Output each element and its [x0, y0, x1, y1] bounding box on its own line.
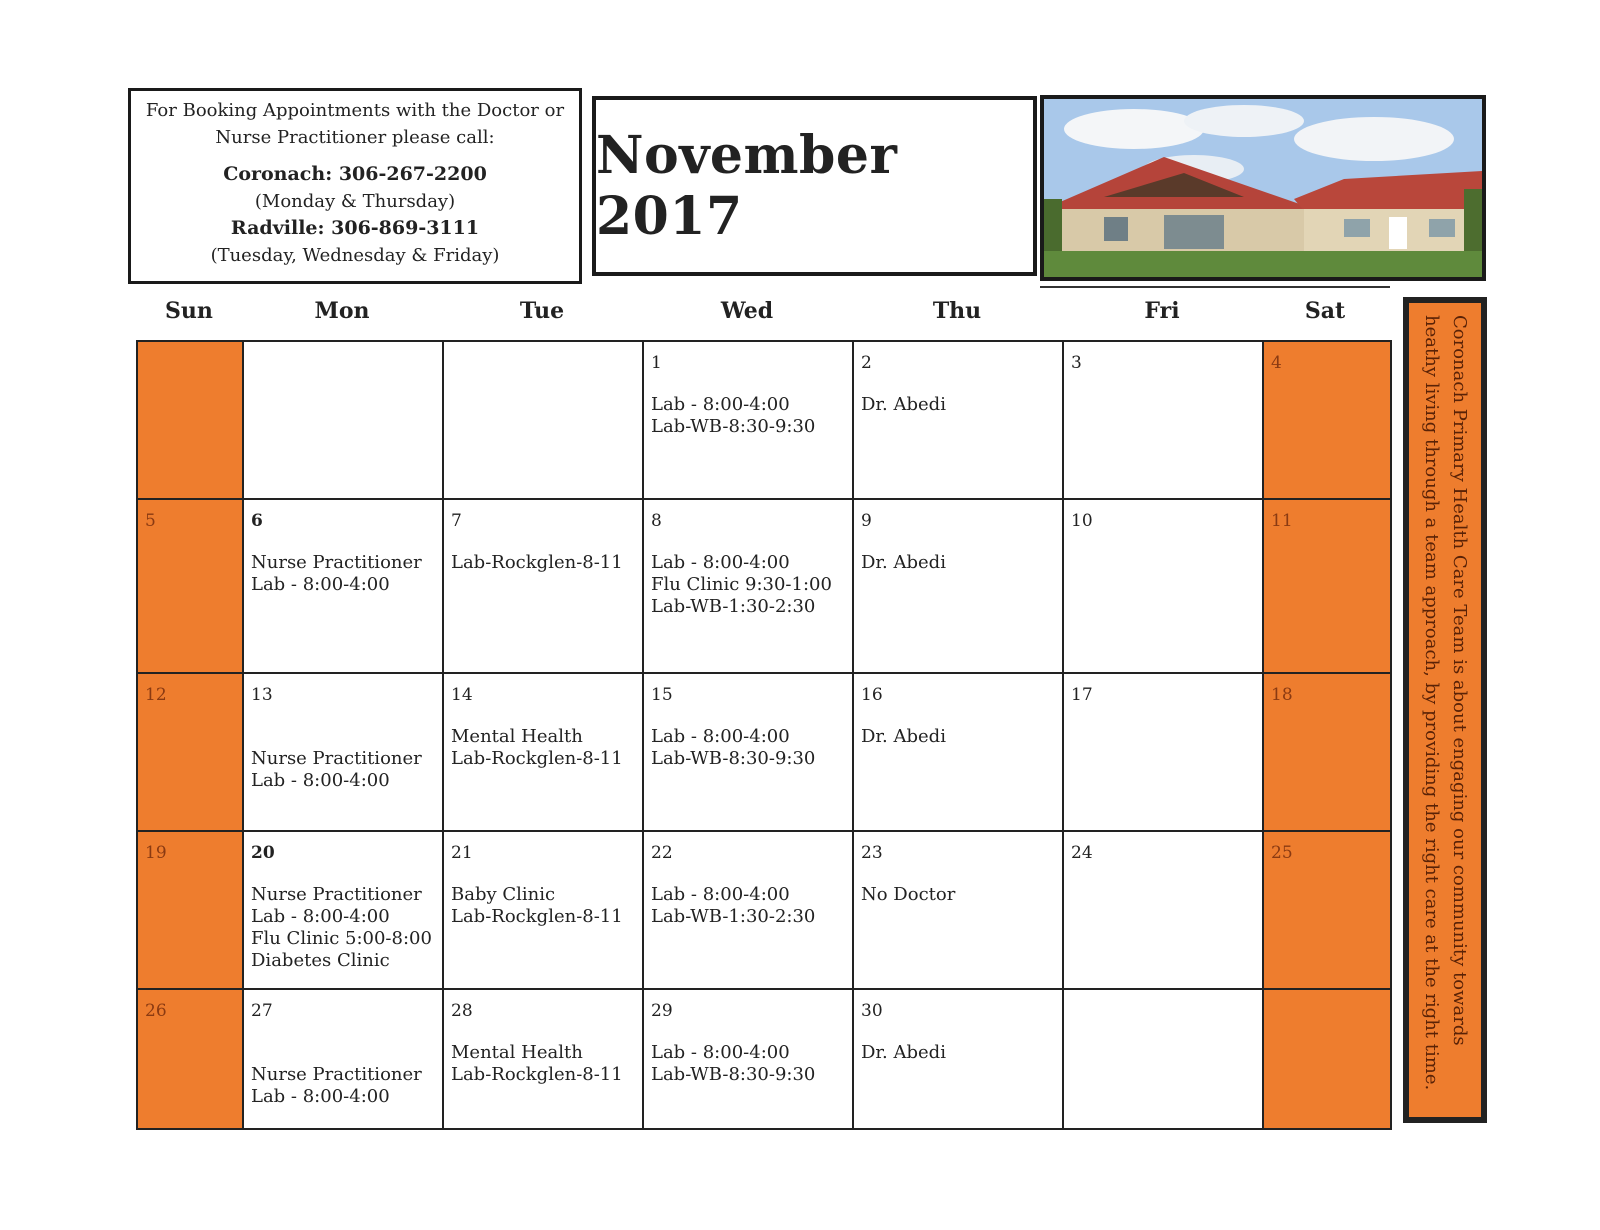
day-number: 7 — [451, 511, 462, 531]
calendar-cell — [1064, 342, 1264, 500]
calendar-cell — [244, 832, 444, 990]
calendar-event: Flu Clinic 9:30-1:00 — [651, 574, 832, 595]
day-events — [451, 726, 635, 770]
calendar-cell — [1264, 674, 1390, 832]
day-number: 5 — [145, 511, 156, 531]
day-number: 17 — [1071, 685, 1093, 705]
calendar-cell — [244, 674, 444, 832]
calendar-event: Lab-WB-1:30-2:30 — [651, 906, 816, 927]
day-header-sat: Sat — [1304, 298, 1346, 324]
calendar-event: Lab - 8:00-4:00 — [651, 884, 790, 905]
calendar-event: Dr. Abedi — [861, 726, 946, 747]
calendar-event: Mental Health — [451, 726, 583, 747]
calendar-event: Flu Clinic 5:00-8:00 — [251, 928, 432, 949]
radville-phone: Radville: 306-869-3111 — [230, 217, 480, 239]
booking-info-box — [128, 88, 582, 284]
calendar-cell — [1264, 500, 1390, 674]
clinic-building-photo — [1040, 95, 1486, 281]
calendar-grid — [136, 340, 1392, 1130]
day-number: 14 — [451, 685, 473, 705]
calendar-cell — [644, 500, 854, 674]
day-number: 9 — [861, 511, 872, 531]
day-header-wed: Wed — [720, 298, 774, 324]
calendar-event: Mental Health — [451, 1042, 583, 1063]
day-number: 21 — [451, 843, 473, 863]
calendar-cell — [1064, 674, 1264, 832]
day-number — [251, 352, 435, 374]
calendar-event: Diabetes Clinic — [251, 950, 390, 971]
day-number: 12 — [145, 685, 167, 705]
day-events — [251, 1042, 435, 1108]
calendar-event: Dr. Abedi — [861, 552, 946, 573]
calendar-event: Lab - 8:00-4:00 — [251, 574, 390, 595]
booking-intro-line2: Nurse Practitioner please call: — [215, 127, 495, 148]
day-number: 29 — [651, 1001, 673, 1021]
clinic-building-icon — [1044, 99, 1482, 277]
calendar-event: Lab - 8:00-4:00 — [651, 726, 790, 747]
day-number: 16 — [861, 685, 883, 705]
calendar-cell — [644, 990, 854, 1128]
calendar-event: Lab-Rockglen-8-11 — [451, 1064, 623, 1085]
calendar-event: Lab - 8:00-4:00 — [251, 770, 390, 791]
day-number: 23 — [861, 843, 883, 863]
title-box — [592, 96, 1037, 276]
calendar-cell — [444, 674, 644, 832]
calendar-event: Lab-Rockglen-8-11 — [451, 748, 623, 769]
day-header-fri: Fri — [1144, 298, 1180, 324]
booking-intro — [131, 97, 579, 151]
day-number: 22 — [651, 843, 673, 863]
calendar-event: Lab-WB-8:30-9:30 — [651, 748, 816, 769]
day-number: 19 — [145, 843, 167, 863]
calendar-cell — [444, 500, 644, 674]
day-events — [451, 552, 635, 574]
day-number: 18 — [1271, 685, 1293, 705]
calendar-cell — [854, 990, 1064, 1128]
calendar-cell — [1064, 990, 1264, 1128]
coronach-days: (Monday & Thursday) — [254, 191, 456, 212]
calendar-cell — [854, 674, 1064, 832]
day-number: 28 — [451, 1001, 473, 1021]
day-number: 3 — [1071, 353, 1082, 373]
calendar-event — [251, 1042, 435, 1064]
page-title: November 2017 — [596, 125, 898, 247]
day-number: 20 — [251, 843, 275, 863]
day-number: 2 — [861, 353, 872, 373]
calendar-cell — [244, 500, 444, 674]
calendar-cell — [1264, 342, 1390, 500]
day-events — [861, 394, 1055, 416]
calendar-cell — [444, 990, 644, 1128]
calendar-cell — [1064, 832, 1264, 990]
calendar-cell — [444, 832, 644, 990]
calendar-event: Lab-Rockglen-8-11 — [451, 906, 623, 927]
day-number — [1271, 1000, 1383, 1022]
calendar-cell — [444, 342, 644, 500]
calendar-event — [251, 726, 435, 748]
calendar-cell — [244, 990, 444, 1128]
calendar-event: Nurse Practitioner — [251, 552, 422, 573]
day-number: 25 — [1271, 843, 1293, 863]
day-number: 11 — [1271, 511, 1293, 531]
radville-days: (Tuesday, Wednesday & Friday) — [210, 245, 500, 266]
calendar-cell — [138, 990, 244, 1128]
day-number — [451, 352, 635, 374]
day-number: 24 — [1071, 843, 1093, 863]
calendar-event: Lab-WB-8:30-9:30 — [651, 416, 816, 437]
day-events — [861, 552, 1055, 574]
day-events — [651, 884, 845, 928]
booking-intro-line1: For Booking Appointments with the Doctor or — [145, 100, 565, 121]
day-events — [451, 1042, 635, 1086]
calendar-event: Lab - 8:00-4:00 — [651, 394, 790, 415]
day-events — [651, 1042, 845, 1086]
calendar-event: Nurse Practitioner — [251, 884, 422, 905]
day-events — [451, 884, 635, 928]
calendar-cell — [1064, 500, 1264, 674]
day-header-tue: Tue — [519, 298, 565, 324]
calendar-cell — [644, 342, 854, 500]
day-events — [861, 884, 1055, 906]
day-number: 4 — [1271, 353, 1282, 373]
calendar-cell — [644, 832, 854, 990]
day-events — [861, 726, 1055, 748]
day-number: 15 — [651, 685, 673, 705]
calendar-event: Lab-WB-1:30-2:30 — [651, 596, 816, 617]
day-header-mon: Mon — [314, 298, 370, 324]
mission-banner — [1403, 297, 1487, 1123]
day-header-thu: Thu — [932, 298, 982, 324]
calendar-event: Lab - 8:00-4:00 — [251, 906, 390, 927]
calendar-cell — [244, 342, 444, 500]
day-events — [651, 726, 845, 770]
day-events — [251, 726, 435, 792]
day-number: 30 — [861, 1001, 883, 1021]
calendar-cell — [138, 674, 244, 832]
calendar-cell — [854, 500, 1064, 674]
day-events — [251, 884, 435, 972]
calendar-event: Lab - 8:00-4:00 — [251, 1086, 390, 1107]
mission-statement: Coronach Primary Health Care Team is about engaging our community towards heathy living through a team approach, by providing the right care at the right time. — [1421, 315, 1470, 1091]
calendar-event: Dr. Abedi — [861, 1042, 946, 1063]
calendar-event: No Doctor — [861, 884, 956, 905]
day-number: 26 — [145, 1001, 167, 1021]
day-number: 6 — [251, 511, 263, 531]
day-events — [651, 552, 845, 618]
calendar-event: Lab-Rockglen-8-11 — [451, 552, 623, 573]
day-header-sun: Sun — [165, 298, 213, 324]
calendar-cell — [854, 832, 1064, 990]
calendar-event: Baby Clinic — [451, 884, 556, 905]
calendar-cell — [854, 342, 1064, 500]
header-divider — [1040, 286, 1390, 288]
calendar-cell — [1264, 990, 1390, 1128]
day-events — [861, 1042, 1055, 1064]
calendar-event: Dr. Abedi — [861, 394, 946, 415]
day-number: 8 — [651, 511, 662, 531]
calendar-event: Lab - 8:00-4:00 — [651, 552, 790, 573]
day-number: 27 — [251, 1001, 273, 1021]
calendar-cell — [138, 342, 244, 500]
day-number — [145, 352, 235, 374]
calendar-cell — [138, 500, 244, 674]
calendar-event: Nurse Practitioner — [251, 748, 422, 769]
day-number: 13 — [251, 685, 273, 705]
calendar-event: Nurse Practitioner — [251, 1064, 422, 1085]
calendar-event: Lab - 8:00-4:00 — [651, 1042, 790, 1063]
day-number: 1 — [651, 353, 662, 373]
day-events — [251, 552, 435, 596]
calendar-cell — [644, 674, 854, 832]
day-events — [651, 394, 845, 438]
calendar-cell — [1264, 832, 1390, 990]
coronach-phone: Coronach: 306-267-2200 — [223, 163, 487, 185]
day-headers — [136, 298, 1392, 334]
calendar-cell — [138, 832, 244, 990]
day-number: 10 — [1071, 511, 1093, 531]
calendar-event: Lab-WB-8:30-9:30 — [651, 1064, 816, 1085]
day-number — [1071, 1000, 1255, 1022]
